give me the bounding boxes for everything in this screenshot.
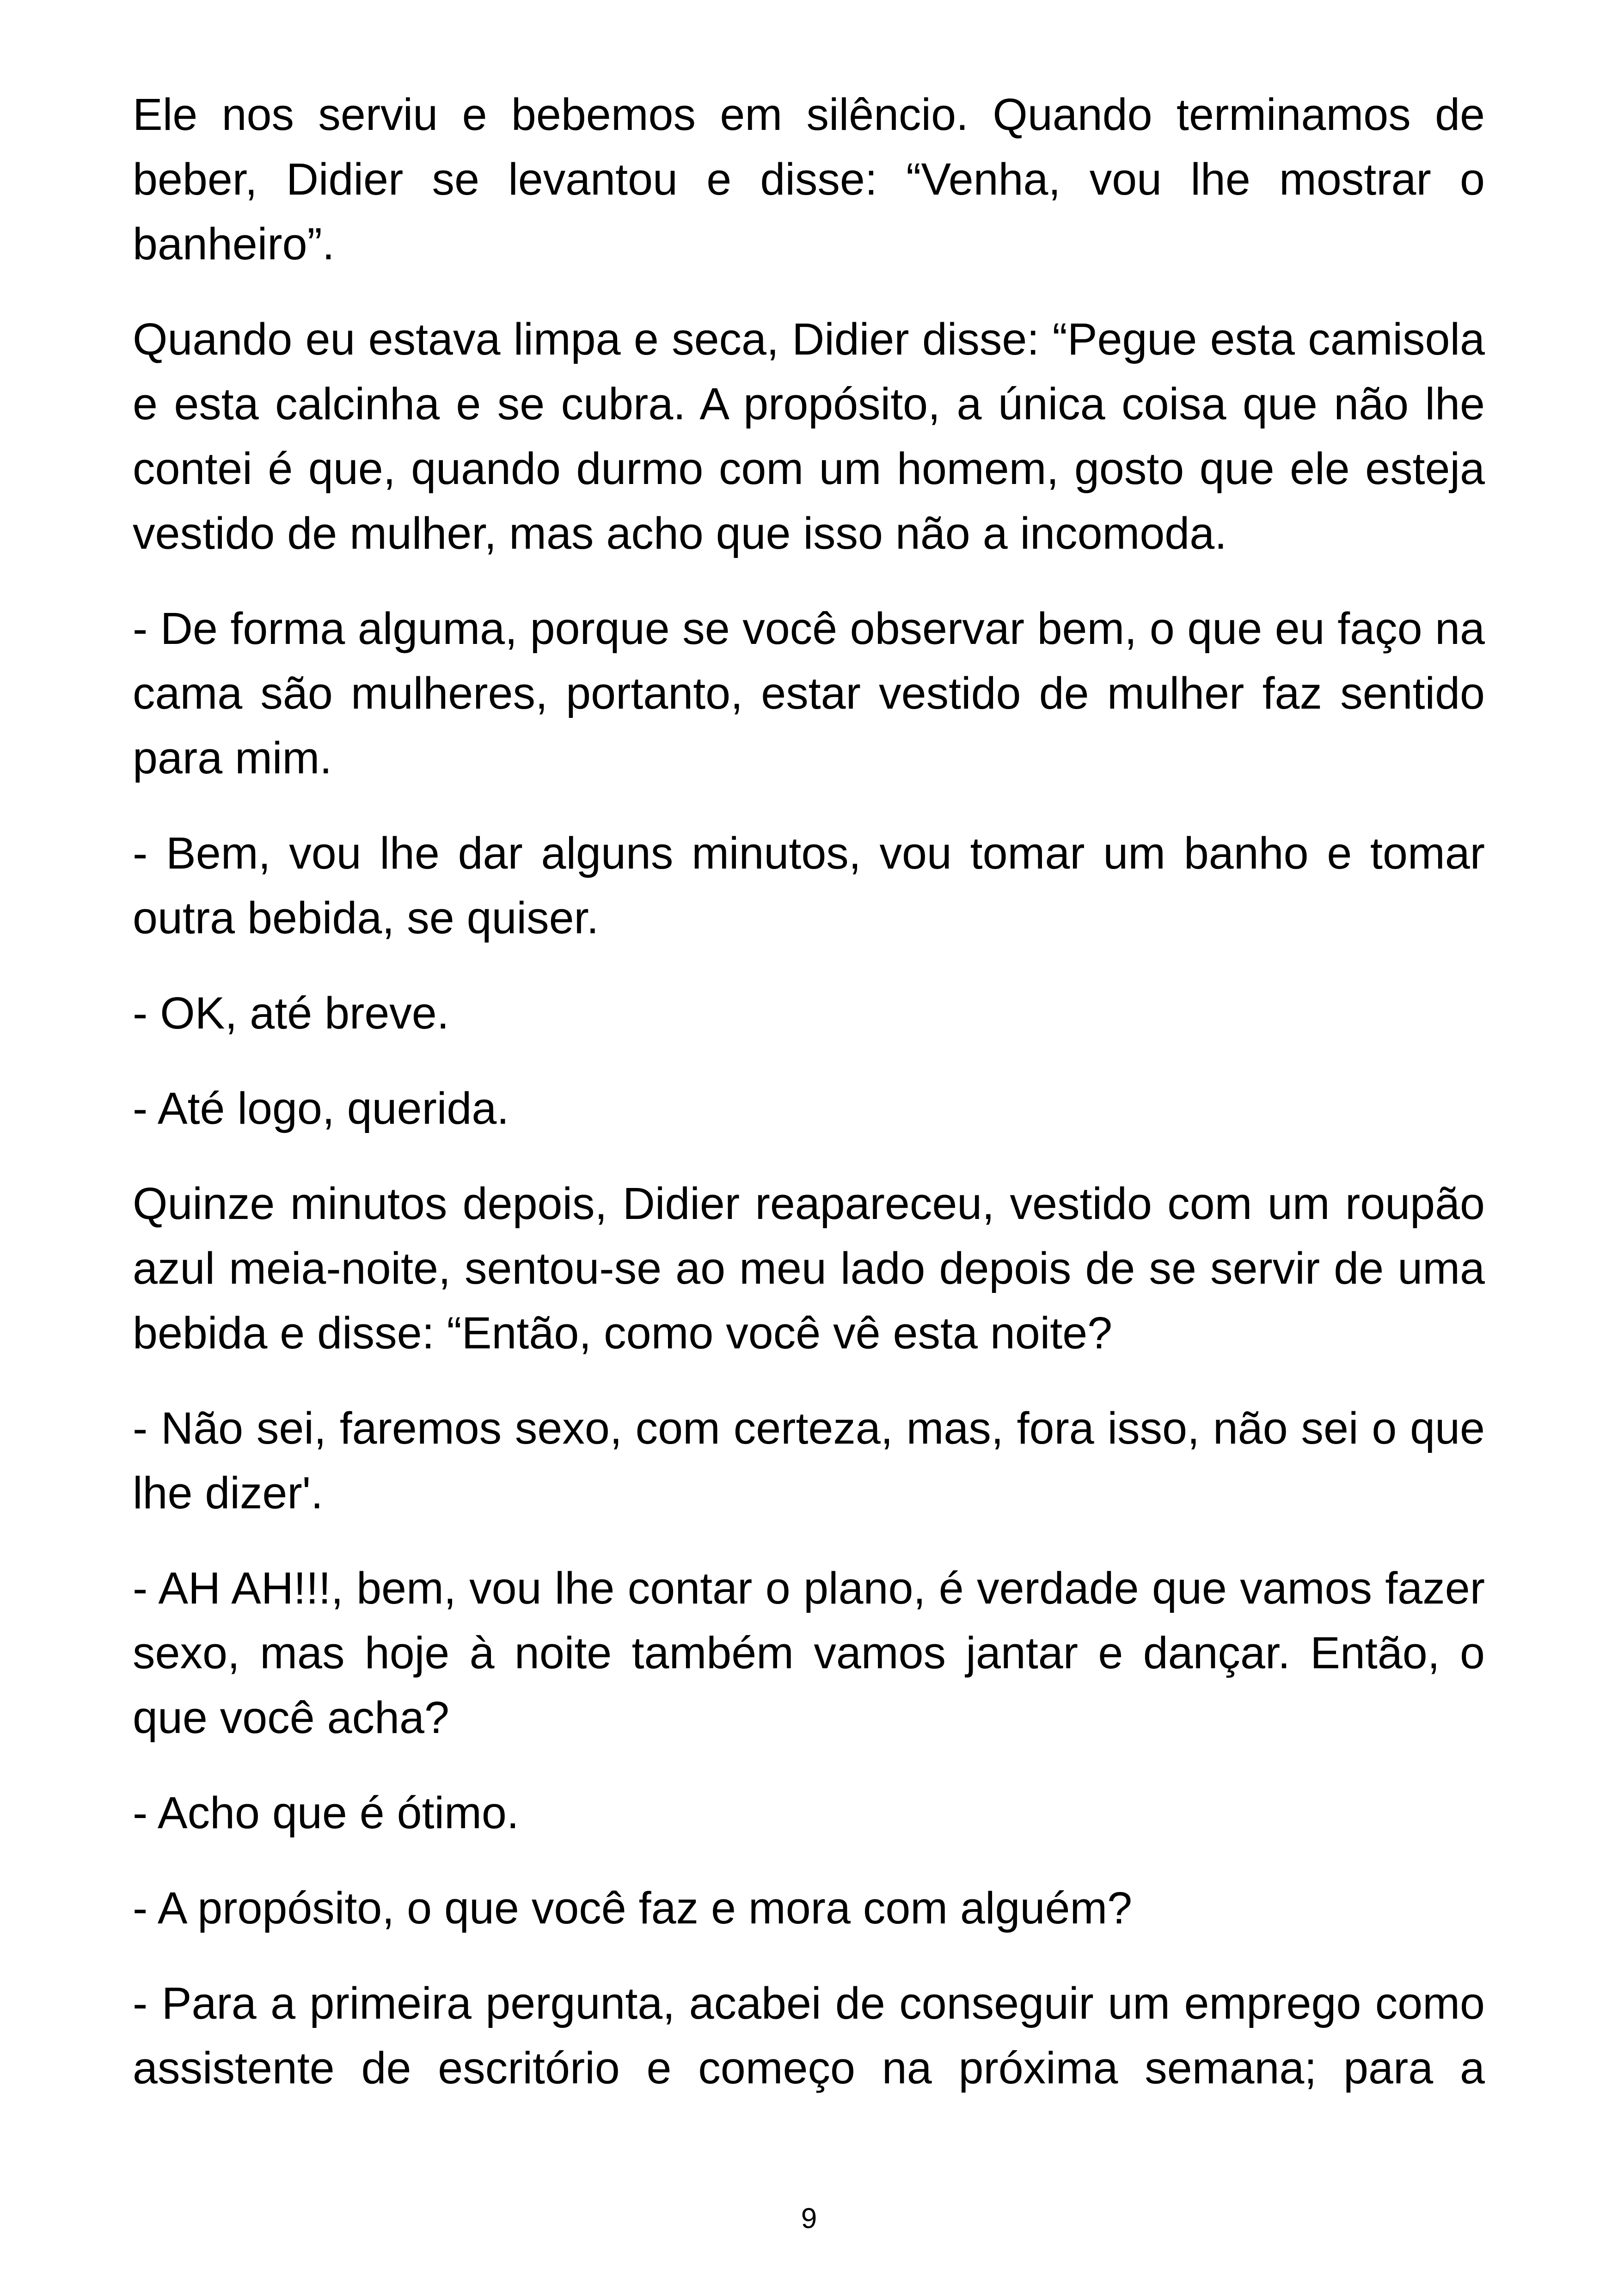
- paragraph: - Até logo, querida.: [133, 1083, 509, 1133]
- paragraph: - Bem, vou lhe dar alguns minutos, vou tomar um banho e tomar outra bebida, se quiser.: [133, 828, 1485, 943]
- paragraph: - Para a primeira pergunta, acabei de conseguir um emprego como assistente de escritório e começo na próxima semana; para a: [133, 1978, 1485, 2093]
- page-body: [133, 82, 1485, 2100]
- paragraph: - OK, até breve.: [133, 988, 449, 1038]
- paragraph: Quando eu estava limpa e seca, Didier disse: “Pegue esta camisola e esta calcinha e se cubra. A propósito, a única coisa que não lhe contei é que, quando durmo com um homem, gosto que ele esteja vestido de mulher, mas acho que isso não a incomoda.: [133, 314, 1485, 558]
- paragraph: Quinze minutos depois, Didier reapareceu, vestido com um roupão azul meia-noite, sentou-se ao meu lado depois de se servir de uma bebida e disse: “Então, como você vê esta noite?: [133, 1178, 1485, 1358]
- paragraph: - AH AH!!!, bem, vou lhe contar o plano, é verdade que vamos fazer sexo, mas hoje à noite também vamos jantar e dançar. Então, o que você acha?: [133, 1563, 1485, 1743]
- paragraph: - Acho que é ótimo.: [133, 1788, 519, 1838]
- paragraph: Ele nos serviu e bebemos em silêncio. Quando terminamos de beber, Didier se levantou e disse: “Venha, vou lhe mostrar o banheiro”.: [133, 89, 1485, 269]
- paragraph: - Não sei, faremos sexo, com certeza, mas, fora isso, não sei o que lhe dizer'.: [133, 1403, 1485, 1518]
- page-number: 9: [801, 2203, 817, 2235]
- paragraph: - A propósito, o que você faz e mora com alguém?: [133, 1883, 1133, 1933]
- paragraph: - De forma alguma, porque se você observar bem, o que eu faço na cama são mulheres, portanto, estar vestido de mulher faz sentido para mim.: [133, 603, 1485, 783]
